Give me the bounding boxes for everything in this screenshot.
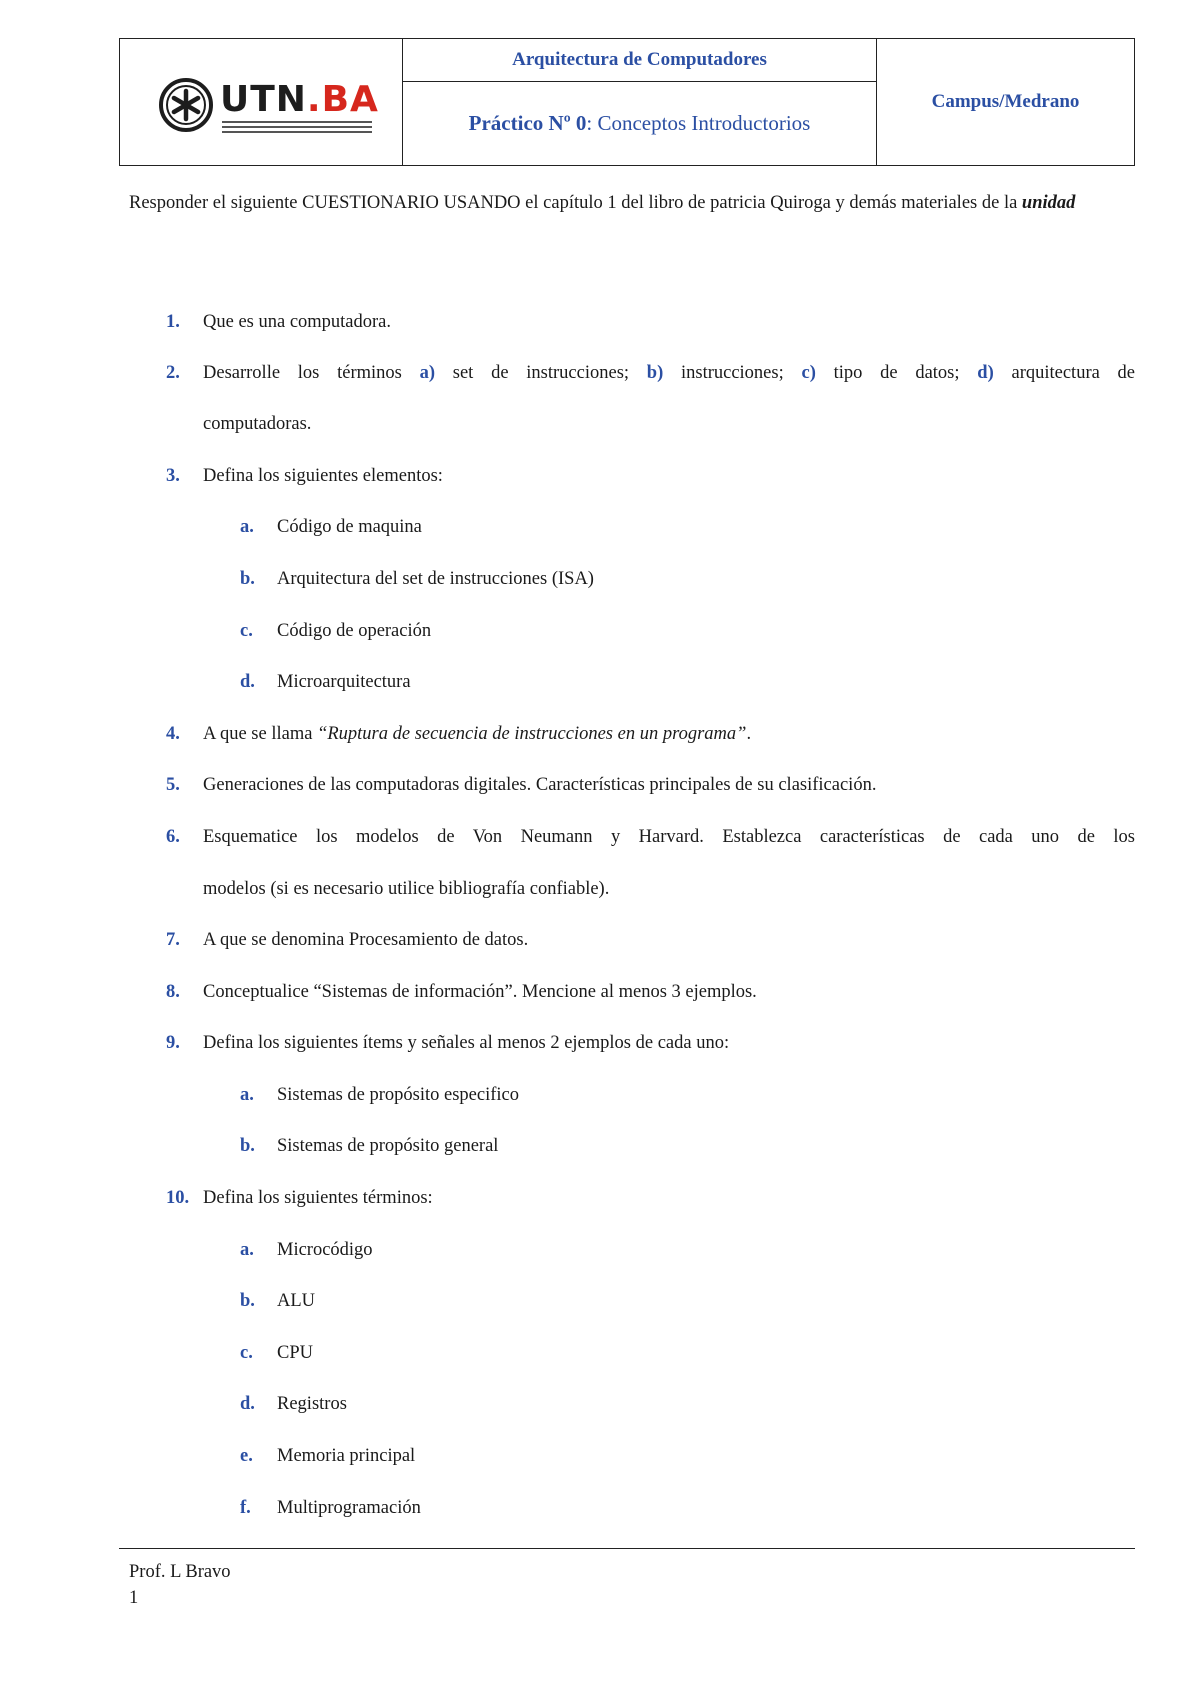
course-title: Arquitectura de Computadores [512,49,767,70]
campus-label: Campus/Medrano [931,91,1080,112]
utn-emblem-icon [158,77,214,133]
question-2-continuation: computadoras. [203,414,312,434]
campus-cell [877,39,1134,165]
intro-paragraph: Responder el siguiente CUESTIONARIO USANDO el capítulo 1 del libro de patricia Quiroga y demás materiales de la unidad [129,193,1076,213]
footer-divider [119,1548,1135,1549]
utn-ba-logo [158,77,379,137]
course-cell [403,39,877,165]
footer-author: Prof. L Bravo [129,1562,231,1582]
logo-wordmark: UTN.BA [220,79,379,120]
document-page: UTN.BA Arquitectura de Computadores Práctico Nº 0: Conceptos Introductorios Campus/Medrano Responder el siguiente CUESTIONARIO USANDO el capítulo 1 del libro de patricia Quiroga y demás materiales de la unidad 1. Que es una computadora. 2. Desarrolle los términos a) set de instrucciones; b) instrucciones; c) tipo de datos; d) arquitectura de computadoras. 3. Defina los siguientes elementos: a. Código de maquina b. Arquitectura del set de instrucciones (ISA) c. Código de operación d. Microarquitectura 4. A que se llama “Ruptura de secuencia de instrucciones en un programa”. 5. Generaciones de las computadoras digitales. Características principales de su clasificación. 6. Esquematice los modelos de Von Neumann y Harvard. Establezca características de cada uno de los modelos (si es necesario utilice bibliografía confiable). 7. A que se denomina Procesamiento de datos. 8. Conceptualice “Sistemas de información”. Mencione al menos 3 ejemplos. 9. Defina los siguientes ítems y señales al menos 2 ejemplos de cada uno: a. Sistemas de propósito especifico b. Sistemas de propósito general 10. Defina los siguientes términos: a. Microcódigo b. ALU c. CPU d. Registros e. Memoria principal f. Multiprogramación Prof. L Bravo 1 [0,0,1200,1696]
header-table [119,38,1135,166]
logo-subtitle-lines [222,121,372,133]
question-6-continuation: modelos (si es necesario utilice bibliografía confiable). [203,879,610,899]
logo-cell [120,39,403,165]
practice-title: Práctico Nº 0: Conceptos Introductorios [468,111,811,135]
page-number: 1 [129,1588,139,1608]
